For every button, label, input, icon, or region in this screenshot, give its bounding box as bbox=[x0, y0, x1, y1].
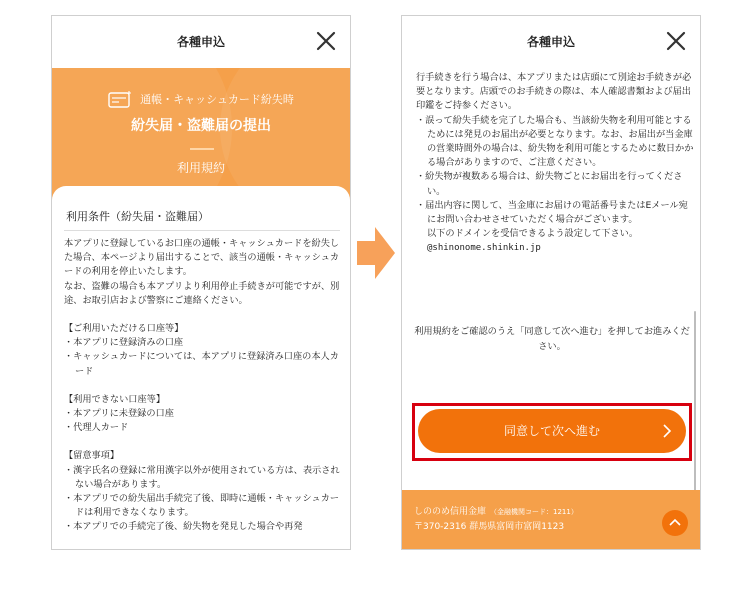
terms-card bbox=[52, 186, 350, 550]
banner-divider bbox=[190, 148, 214, 150]
bank-name: しののめ信用金庫 bbox=[414, 507, 487, 517]
terms-scroll-text[interactable] bbox=[416, 71, 694, 256]
list-item: ・キャッシュカードについては、本アプリに登録済み口座の本人カード bbox=[64, 351, 339, 377]
footer bbox=[402, 490, 700, 550]
list-item: ・漢字氏名の登録に常用漢字以外が使用されている方は、表示されない場合があります。 bbox=[64, 464, 340, 490]
agree-button-label: 同意して次へ進む bbox=[503, 424, 600, 438]
chevron-right-icon bbox=[662, 424, 672, 438]
passbook-card-icon bbox=[108, 89, 134, 109]
chevron-up-icon bbox=[669, 518, 681, 527]
app-header bbox=[52, 16, 350, 68]
terms-body bbox=[64, 237, 342, 535]
right-arrow-icon bbox=[357, 223, 395, 283]
domain-instruction: 以下のドメインを受信できるよう設定して下さい。 bbox=[427, 228, 639, 240]
email-domain: @shinonome.shinkin.jp bbox=[427, 243, 541, 254]
close-icon[interactable] bbox=[664, 29, 688, 53]
bank-code: （金融機関コード：1211） bbox=[490, 508, 578, 516]
banner-subtitle-row bbox=[52, 88, 350, 110]
terms-heading: 利用条件（紛失届・盗難届） bbox=[66, 210, 209, 223]
close-icon[interactable] bbox=[314, 29, 338, 53]
terms-divider bbox=[64, 230, 340, 231]
footer-address: 〒370-2316 群馬県富岡市富岡1123 bbox=[414, 522, 565, 532]
list-item: ・本アプリでの紛失届出手続完了後、即時に通帳・キャッシュカードは利用できなくなります。 bbox=[64, 493, 340, 519]
banner-subtitle: 通帳・キャッシュカード紛失時 bbox=[140, 93, 294, 106]
header-title: 各種申込 bbox=[526, 35, 575, 49]
terms-paragraph: なお、盗難の場合も本アプリより利用停止手続きが可能ですが、別途、お取引店および警察にご連絡ください。 bbox=[64, 280, 340, 306]
list-item: ・届出内容に関して、当金庫にお届けの電話番号またはEメール宛にお問い合わせさせていただく場合がございます。 bbox=[416, 199, 688, 226]
list-item: ・紛失物が複数ある場合は、紛失物ごとにお届出を行ってください。 bbox=[416, 171, 683, 197]
header-title: 各種申込 bbox=[176, 35, 225, 49]
scrollbar[interactable] bbox=[694, 311, 696, 511]
list-item: ・本アプリに未登録の口座 bbox=[64, 408, 174, 420]
terms-screen-left bbox=[51, 15, 351, 550]
back-to-top-button[interactable] bbox=[662, 510, 688, 536]
list-item: ・誤って紛失手続を完了した場合も、当該紛失物を利用可能とするためには発見のお届出が必要となります。なお、お届出が当金庫の営業時間外の場合は、紛失物を利用可能とするために数日かかる場合がありますので、ご注意ください。 bbox=[416, 114, 694, 169]
section-heading-unavailable: 【利用できない口座等】 bbox=[64, 393, 166, 405]
list-item: ・代理人カード bbox=[64, 422, 129, 434]
banner-title: 紛失届・盗難届の提出 bbox=[131, 118, 271, 134]
terms-paragraph: 本アプリに登録しているお口座の通帳・キャッシュカードを紛失した場合、本ページより届出することで、該当の通帳・キャッシュカードの利用を停止いたします。 bbox=[64, 238, 340, 278]
footer-bank-name bbox=[414, 504, 578, 517]
terms-screen-right bbox=[401, 15, 701, 550]
app-header bbox=[402, 16, 700, 68]
list-item: ・本アプリに登録済みの口座 bbox=[64, 337, 184, 349]
section-heading-available: 【ご利用いただける口座等】 bbox=[64, 323, 184, 335]
terms-paragraph: 行手続きを行う場合は、本アプリまたは店頭にて別途お手続きが必要となります。店頭でのお手続きの際は、本人確認書類および届出印鑑をご持参ください。 bbox=[416, 72, 692, 112]
agree-next-button[interactable] bbox=[418, 409, 686, 453]
confirm-instruction: 利用規約をご確認のうえ「同意して次へ進む」を押してお進みください。 bbox=[414, 326, 690, 352]
section-heading-notes: 【留意事項】 bbox=[64, 450, 120, 462]
list-item: ・本アプリでの手続完了後、紛失物を発見した場合や再発 bbox=[64, 521, 303, 533]
banner-step-label: 利用規約 bbox=[176, 161, 225, 175]
